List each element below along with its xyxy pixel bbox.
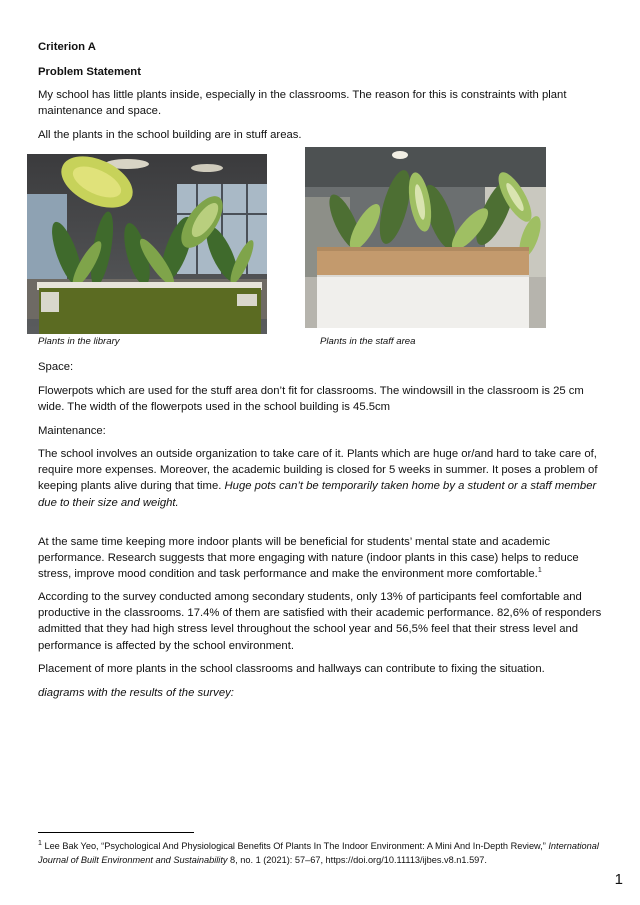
problem-statement-heading: Problem Statement (38, 66, 141, 78)
maintenance-heading: Maintenance: (38, 425, 106, 437)
footnote-number: 1 (38, 839, 42, 847)
criterion-heading: Criterion A (38, 41, 96, 53)
survey-paragraph: According to the survey conducted among secondary students, only 13% of participants feel comfortable and productive in the classrooms. 17.4% of them are satisfied with their academic performance. 82,6% of responders admitted that they had high stress level throughout the school year and 56,5% feel that their stress level and performance is affected by the school environment. (38, 591, 602, 652)
footnote-journal: International Journal of Built Environment and Sustainability (38, 841, 599, 865)
footnote-text-a: Lee Bak Yeo, “Psychological And Physiological Benefits Of Plants In The Indoor Environment: A Mini And In-Depth Review,” (41, 841, 549, 851)
maintenance-text: The school involves an outside organization to take care of it. Plants which are huge or/and hard to take care of, require more expenses. Moreover, the academic building is closed for 5 weeks in summer. It poses a problem of keeping plants alive during that time. (38, 448, 598, 493)
benefits-paragraph (38, 534, 608, 583)
benefits-text: At the same time keeping more indoor plants will be beneficial for students’ mental state and academic performance. Research suggests that more engaging with nature (indoor plants in this case) helps to reduce stress, improve mood condition and task performance and make the environment more comfortable. (38, 536, 579, 581)
library-photo-caption: Plants in the library (38, 336, 120, 347)
diagrams-note: diagrams with the results of the survey: (38, 687, 234, 699)
staff-area-plants-photo (305, 147, 546, 328)
footnote-divider (38, 832, 194, 833)
library-plants-photo (27, 154, 267, 334)
library-plants-image (27, 154, 267, 334)
space-paragraph: Flowerpots which are used for the stuff area don’t fit for classrooms. The windowsill in the classroom is 25 cm wide. The width of the flowerpots used in the school building is 45.5cm (38, 385, 584, 414)
footnote-text-b: 8, no. 1 (2021): 57–67, https://doi.org/10.11113/ijbes.v8.n1.597. (227, 855, 487, 865)
staff-area-plants-image (305, 147, 546, 328)
maintenance-paragraph (38, 446, 608, 511)
page-number: 1 (614, 871, 623, 888)
maintenance-italic-text: Huge pots can’t be temporarily taken home by a student or a staff member due to their size and weight. (38, 480, 597, 509)
intro-paragraph: My school has little plants inside, especially in the classrooms. The reason for this is constraints with plant maintenance and space. (38, 89, 567, 118)
space-heading: Space: (38, 361, 74, 373)
placement-paragraph: Placement of more plants in the school classrooms and hallways can contribute to fixing the situation. (38, 663, 545, 675)
staff-area-photo-caption: Plants in the staff area (320, 336, 416, 347)
footnote (38, 839, 603, 867)
staff-areas-paragraph: All the plants in the school building are in stuff areas. (38, 129, 302, 141)
footnote-reference: 1 (537, 567, 542, 575)
